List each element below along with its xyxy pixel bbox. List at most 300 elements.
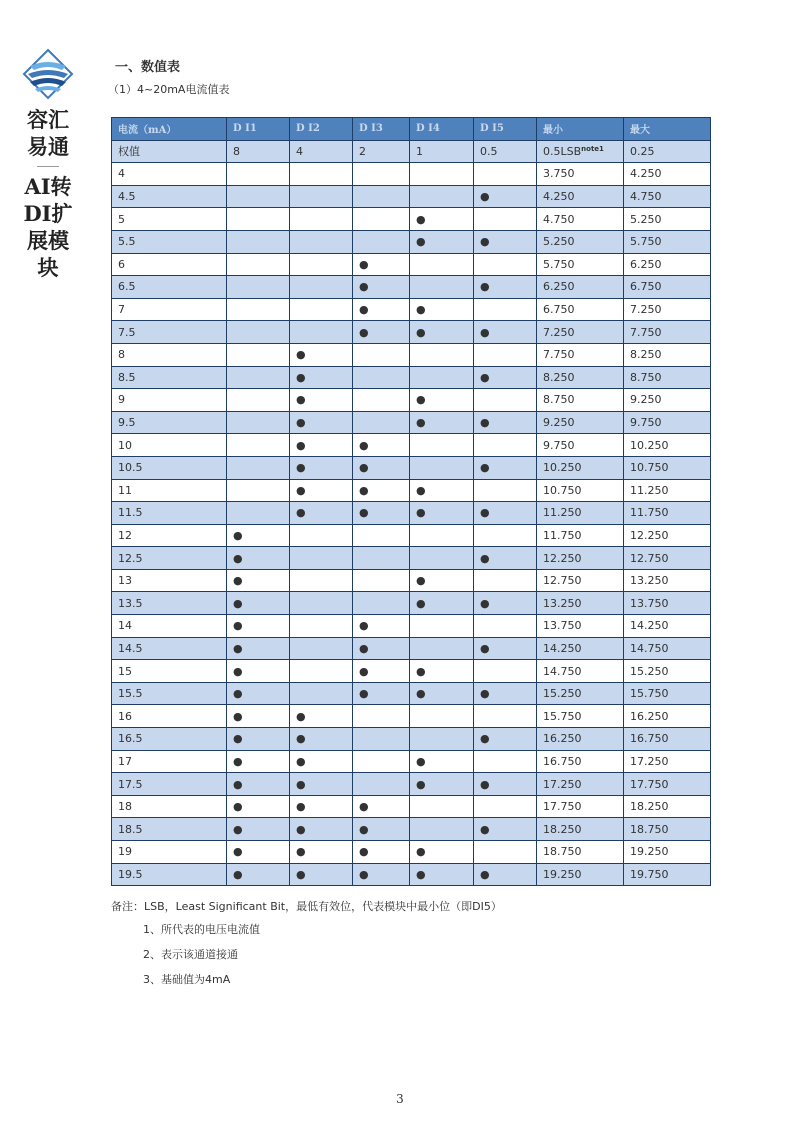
di2-cell xyxy=(290,321,353,344)
di4-cell xyxy=(410,728,474,751)
table-row xyxy=(112,524,711,547)
di3-cell xyxy=(353,615,410,638)
current-cell: 14 xyxy=(112,615,227,638)
min-cell: 16.250 xyxy=(537,728,624,751)
di5-cell xyxy=(474,276,537,299)
di5-cell xyxy=(474,253,537,276)
channel-on-dot: ● xyxy=(359,687,369,701)
channel-on-dot: ● xyxy=(296,506,306,520)
channel-on-dot: ● xyxy=(480,732,490,746)
header-di1: D I1 xyxy=(227,118,290,141)
header-di4: D I4 xyxy=(410,118,474,141)
channel-on-dot: ● xyxy=(296,483,306,497)
channel-on-dot: ● xyxy=(296,822,306,836)
di3-cell xyxy=(353,366,410,389)
channel-on-dot: ● xyxy=(480,416,490,430)
note-head: 备注：LSB，Least Significant Bit，最低有效位，代表模块中最小位（即DI5） xyxy=(111,900,502,913)
channel-on-dot: ● xyxy=(359,325,369,339)
channel-on-dot: ● xyxy=(233,551,243,565)
di4-cell xyxy=(410,253,474,276)
table-row xyxy=(112,389,711,412)
di2-cell xyxy=(290,547,353,570)
di2-cell xyxy=(290,185,353,208)
weight-di5: 0.5 xyxy=(474,140,537,163)
channel-on-dot: ● xyxy=(233,687,243,701)
min-cell: 8.250 xyxy=(537,366,624,389)
di5-cell xyxy=(474,773,537,796)
di3-cell xyxy=(353,434,410,457)
current-cell: 11.5 xyxy=(112,502,227,525)
di1-cell xyxy=(227,208,290,231)
channel-on-dot: ● xyxy=(233,528,243,542)
current-cell: 14.5 xyxy=(112,637,227,660)
di2-cell xyxy=(290,502,353,525)
di2-cell xyxy=(290,479,353,502)
di1-cell xyxy=(227,682,290,705)
min-cell: 9.250 xyxy=(537,411,624,434)
notes xyxy=(111,898,502,996)
di4-cell xyxy=(410,230,474,253)
table-row xyxy=(112,795,711,818)
min-cell: 7.750 xyxy=(537,343,624,366)
table-row xyxy=(112,321,711,344)
min-cell: 5.750 xyxy=(537,253,624,276)
di5-cell xyxy=(474,841,537,864)
di1-cell xyxy=(227,479,290,502)
di5-cell xyxy=(474,230,537,253)
max-cell: 11.250 xyxy=(624,479,711,502)
max-cell: 10.250 xyxy=(624,434,711,457)
di2-cell xyxy=(290,456,353,479)
di5-cell xyxy=(474,569,537,592)
channel-on-dot: ● xyxy=(359,438,369,452)
di5-cell xyxy=(474,298,537,321)
table-row xyxy=(112,456,711,479)
min-cell: 19.250 xyxy=(537,863,624,886)
table-row xyxy=(112,615,711,638)
channel-on-dot: ● xyxy=(359,822,369,836)
current-cell: 17 xyxy=(112,750,227,773)
di4-cell xyxy=(410,456,474,479)
di1-cell xyxy=(227,592,290,615)
table-row xyxy=(112,547,711,570)
di1-cell xyxy=(227,253,290,276)
channel-on-dot: ● xyxy=(233,574,243,588)
di3-cell xyxy=(353,343,410,366)
max-cell: 10.750 xyxy=(624,456,711,479)
channel-on-dot: ● xyxy=(296,867,306,881)
channel-on-dot: ● xyxy=(359,461,369,475)
channel-on-dot: ● xyxy=(296,370,306,384)
di1-cell xyxy=(227,863,290,886)
di3-cell xyxy=(353,321,410,344)
max-cell: 15.250 xyxy=(624,660,711,683)
channel-on-dot: ● xyxy=(480,551,490,565)
company-name: 容汇易通 xyxy=(27,107,69,159)
min-cell: 5.250 xyxy=(537,230,624,253)
di4-cell xyxy=(410,547,474,570)
min-cell: 12.250 xyxy=(537,547,624,570)
di4-cell xyxy=(410,366,474,389)
di2-cell xyxy=(290,818,353,841)
min-cell: 6.750 xyxy=(537,298,624,321)
table-row xyxy=(112,230,711,253)
di5-cell xyxy=(474,479,537,502)
channel-on-dot: ● xyxy=(480,687,490,701)
di5-cell xyxy=(474,547,537,570)
sidebar-divider xyxy=(37,166,59,167)
max-cell: 6.250 xyxy=(624,253,711,276)
channel-on-dot: ● xyxy=(416,303,426,317)
min-cell: 18.750 xyxy=(537,841,624,864)
max-cell: 8.250 xyxy=(624,343,711,366)
di2-cell xyxy=(290,434,353,457)
table-row xyxy=(112,343,711,366)
current-cell: 15 xyxy=(112,660,227,683)
weight-max: 0.25 xyxy=(624,140,711,163)
table-row xyxy=(112,705,711,728)
di2-cell xyxy=(290,841,353,864)
channel-on-dot: ● xyxy=(480,777,490,791)
channel-on-dot: ● xyxy=(416,325,426,339)
min-cell: 4.250 xyxy=(537,185,624,208)
di3-cell xyxy=(353,185,410,208)
max-cell: 19.250 xyxy=(624,841,711,864)
channel-on-dot: ● xyxy=(480,506,490,520)
di1-cell xyxy=(227,705,290,728)
channel-on-dot: ● xyxy=(233,754,243,768)
channel-on-dot: ● xyxy=(233,800,243,814)
di1-cell xyxy=(227,547,290,570)
di4-cell xyxy=(410,411,474,434)
section-title: 一、数值表 xyxy=(115,60,181,75)
channel-on-dot: ● xyxy=(233,664,243,678)
di4-cell xyxy=(410,208,474,231)
current-cell: 18.5 xyxy=(112,818,227,841)
di5-cell xyxy=(474,795,537,818)
weight-row xyxy=(112,140,711,163)
min-cell: 13.250 xyxy=(537,592,624,615)
weight-di2: 4 xyxy=(290,140,353,163)
weight-di1: 8 xyxy=(227,140,290,163)
table-row xyxy=(112,208,711,231)
di4-cell xyxy=(410,343,474,366)
channel-on-dot: ● xyxy=(233,777,243,791)
di2-cell xyxy=(290,863,353,886)
di2-cell xyxy=(290,637,353,660)
di3-cell xyxy=(353,795,410,818)
di1-cell xyxy=(227,750,290,773)
di2-cell xyxy=(290,682,353,705)
current-cell: 7 xyxy=(112,298,227,321)
max-cell: 12.250 xyxy=(624,524,711,547)
channel-on-dot: ● xyxy=(480,325,490,339)
company-logo xyxy=(22,48,74,100)
table-row xyxy=(112,637,711,660)
di2-cell xyxy=(290,411,353,434)
di2-cell xyxy=(290,524,353,547)
channel-on-dot: ● xyxy=(296,461,306,475)
table-row xyxy=(112,366,711,389)
di1-cell xyxy=(227,818,290,841)
di3-cell xyxy=(353,637,410,660)
current-cell: 9 xyxy=(112,389,227,412)
di2-cell xyxy=(290,660,353,683)
di3-cell xyxy=(353,411,410,434)
di2-cell xyxy=(290,298,353,321)
di5-cell xyxy=(474,728,537,751)
max-cell: 6.750 xyxy=(624,276,711,299)
channel-on-dot: ● xyxy=(359,619,369,633)
current-cell: 12.5 xyxy=(112,547,227,570)
di4-cell xyxy=(410,524,474,547)
channel-on-dot: ● xyxy=(416,687,426,701)
min-cell: 18.250 xyxy=(537,818,624,841)
table-row xyxy=(112,750,711,773)
max-cell: 18.750 xyxy=(624,818,711,841)
channel-on-dot: ● xyxy=(296,777,306,791)
di4-cell xyxy=(410,818,474,841)
di1-cell xyxy=(227,524,290,547)
di3-cell xyxy=(353,863,410,886)
channel-on-dot: ● xyxy=(359,506,369,520)
di4-cell xyxy=(410,795,474,818)
min-cell: 8.750 xyxy=(537,389,624,412)
current-cell: 10 xyxy=(112,434,227,457)
di2-cell xyxy=(290,750,353,773)
max-cell: 16.750 xyxy=(624,728,711,751)
di1-cell xyxy=(227,298,290,321)
min-cell: 7.250 xyxy=(537,321,624,344)
note-item: 3、基础值为4mA xyxy=(143,973,231,986)
channel-on-dot: ● xyxy=(233,845,243,859)
min-cell: 6.250 xyxy=(537,276,624,299)
max-cell: 14.750 xyxy=(624,637,711,660)
di4-cell xyxy=(410,321,474,344)
di2-cell xyxy=(290,728,353,751)
channel-on-dot: ● xyxy=(233,596,243,610)
channel-on-dot: ● xyxy=(416,867,426,881)
di1-cell xyxy=(227,389,290,412)
di5-cell xyxy=(474,434,537,457)
di2-cell xyxy=(290,276,353,299)
di1-cell xyxy=(227,230,290,253)
current-cell: 6 xyxy=(112,253,227,276)
di1-cell xyxy=(227,773,290,796)
max-cell: 13.750 xyxy=(624,592,711,615)
table-row xyxy=(112,728,711,751)
di4-cell xyxy=(410,592,474,615)
channel-on-dot: ● xyxy=(359,280,369,294)
di5-cell xyxy=(474,321,537,344)
di4-cell xyxy=(410,841,474,864)
note-item: 1、所代表的电压电流值 xyxy=(143,923,260,936)
current-cell: 9.5 xyxy=(112,411,227,434)
min-cell: 12.750 xyxy=(537,569,624,592)
max-cell: 16.250 xyxy=(624,705,711,728)
di1-cell xyxy=(227,615,290,638)
min-cell: 11.750 xyxy=(537,524,624,547)
min-cell: 10.250 xyxy=(537,456,624,479)
header-min: 最小 xyxy=(537,118,624,141)
di3-cell xyxy=(353,841,410,864)
di5-cell xyxy=(474,185,537,208)
di3-cell xyxy=(353,818,410,841)
min-cell: 16.750 xyxy=(537,750,624,773)
table-row xyxy=(112,163,711,186)
di1-cell xyxy=(227,366,290,389)
di5-cell xyxy=(474,863,537,886)
min-cell: 4.750 xyxy=(537,208,624,231)
channel-on-dot: ● xyxy=(480,867,490,881)
max-cell: 13.250 xyxy=(624,569,711,592)
channel-on-dot: ● xyxy=(296,845,306,859)
di1-cell xyxy=(227,163,290,186)
current-cell: 16 xyxy=(112,705,227,728)
di3-cell xyxy=(353,569,410,592)
di1-cell xyxy=(227,321,290,344)
table-row xyxy=(112,773,711,796)
current-cell: 4.5 xyxy=(112,185,227,208)
di2-cell xyxy=(290,343,353,366)
table-row xyxy=(112,660,711,683)
di2-cell xyxy=(290,208,353,231)
channel-on-dot: ● xyxy=(416,212,426,226)
channel-on-dot: ● xyxy=(416,483,426,497)
di3-cell xyxy=(353,208,410,231)
di3-cell xyxy=(353,298,410,321)
weight-label: 权值 xyxy=(112,140,227,163)
weight-di4: 1 xyxy=(410,140,474,163)
di4-cell xyxy=(410,276,474,299)
di4-cell xyxy=(410,682,474,705)
table-row xyxy=(112,569,711,592)
di4-cell xyxy=(410,750,474,773)
table-row xyxy=(112,841,711,864)
di3-cell xyxy=(353,163,410,186)
channel-on-dot: ● xyxy=(480,370,490,384)
min-cell: 17.750 xyxy=(537,795,624,818)
channel-on-dot: ● xyxy=(296,800,306,814)
di4-cell xyxy=(410,637,474,660)
di2-cell xyxy=(290,230,353,253)
note-item: 2、表示该通道接通 xyxy=(143,948,238,961)
di5-cell xyxy=(474,592,537,615)
current-value-table xyxy=(111,117,711,886)
di1-cell xyxy=(227,434,290,457)
channel-on-dot: ● xyxy=(416,596,426,610)
channel-on-dot: ● xyxy=(233,709,243,723)
table-row xyxy=(112,276,711,299)
di3-cell xyxy=(353,456,410,479)
current-cell: 13 xyxy=(112,569,227,592)
table-header-row xyxy=(112,118,711,141)
di4-cell xyxy=(410,615,474,638)
channel-on-dot: ● xyxy=(296,438,306,452)
current-cell: 8.5 xyxy=(112,366,227,389)
current-cell: 19.5 xyxy=(112,863,227,886)
di5-cell xyxy=(474,389,537,412)
max-cell: 9.250 xyxy=(624,389,711,412)
channel-on-dot: ● xyxy=(416,393,426,407)
di5-cell xyxy=(474,411,537,434)
di2-cell xyxy=(290,569,353,592)
di3-cell xyxy=(353,230,410,253)
di3-cell xyxy=(353,524,410,547)
sidebar xyxy=(22,48,74,281)
min-cell: 15.250 xyxy=(537,682,624,705)
channel-on-dot: ● xyxy=(233,619,243,633)
max-cell: 8.750 xyxy=(624,366,711,389)
di1-cell xyxy=(227,569,290,592)
current-cell: 18 xyxy=(112,795,227,818)
channel-on-dot: ● xyxy=(416,506,426,520)
di3-cell xyxy=(353,682,410,705)
di5-cell xyxy=(474,637,537,660)
table-row xyxy=(112,185,711,208)
channel-on-dot: ● xyxy=(416,845,426,859)
subsection-title: （1）4~20mA电流值表 xyxy=(108,83,230,96)
di5-cell xyxy=(474,163,537,186)
channel-on-dot: ● xyxy=(296,348,306,362)
channel-on-dot: ● xyxy=(233,732,243,746)
min-cell: 10.750 xyxy=(537,479,624,502)
min-cell: 9.750 xyxy=(537,434,624,457)
channel-on-dot: ● xyxy=(296,709,306,723)
di5-cell xyxy=(474,208,537,231)
di3-cell xyxy=(353,502,410,525)
di2-cell xyxy=(290,389,353,412)
channel-on-dot: ● xyxy=(480,280,490,294)
weight-min-value: 0.5LSB xyxy=(543,144,582,158)
max-cell: 7.750 xyxy=(624,321,711,344)
channel-on-dot: ● xyxy=(296,732,306,746)
channel-on-dot: ● xyxy=(359,257,369,271)
channel-on-dot: ● xyxy=(359,867,369,881)
channel-on-dot: ● xyxy=(359,641,369,655)
di4-cell xyxy=(410,705,474,728)
channel-on-dot: ● xyxy=(296,393,306,407)
table-row xyxy=(112,682,711,705)
di5-cell xyxy=(474,366,537,389)
current-cell: 15.5 xyxy=(112,682,227,705)
di3-cell xyxy=(353,592,410,615)
min-cell: 14.750 xyxy=(537,660,624,683)
max-cell: 15.750 xyxy=(624,682,711,705)
header-di3: D I3 xyxy=(353,118,410,141)
di2-cell xyxy=(290,795,353,818)
min-cell: 17.250 xyxy=(537,773,624,796)
di5-cell xyxy=(474,705,537,728)
current-cell: 16.5 xyxy=(112,728,227,751)
di2-cell xyxy=(290,163,353,186)
current-cell: 5 xyxy=(112,208,227,231)
di1-cell xyxy=(227,185,290,208)
max-cell: 18.250 xyxy=(624,795,711,818)
di5-cell xyxy=(474,615,537,638)
di1-cell xyxy=(227,841,290,864)
di4-cell xyxy=(410,298,474,321)
channel-on-dot: ● xyxy=(359,483,369,497)
header-di2: D I2 xyxy=(290,118,353,141)
di3-cell xyxy=(353,547,410,570)
min-cell: 14.250 xyxy=(537,637,624,660)
di1-cell xyxy=(227,728,290,751)
di3-cell xyxy=(353,479,410,502)
max-cell: 14.250 xyxy=(624,615,711,638)
channel-on-dot: ● xyxy=(480,235,490,249)
channel-on-dot: ● xyxy=(416,416,426,430)
